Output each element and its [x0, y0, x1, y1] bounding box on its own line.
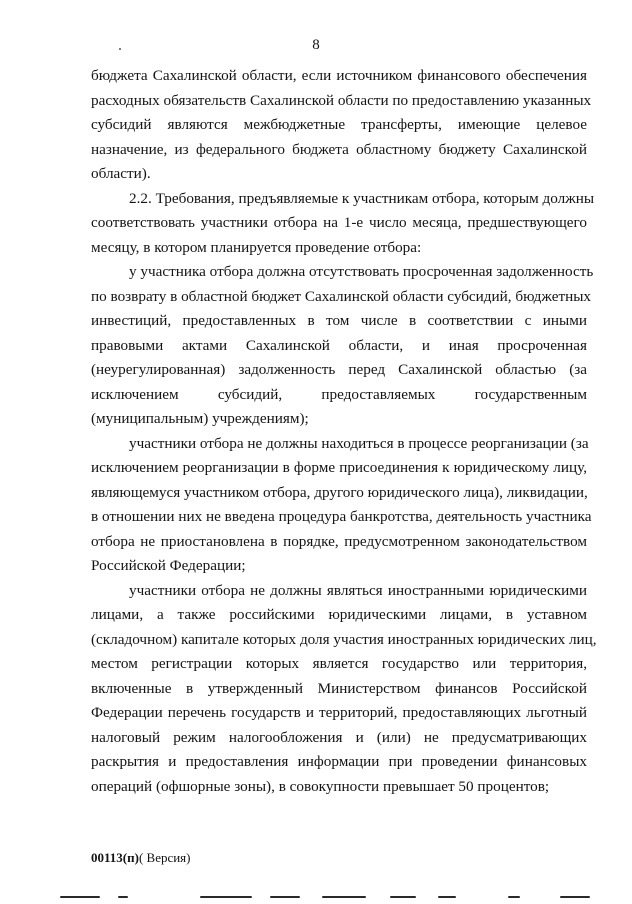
text-line: 2.2. Требования, предъявляемые к участникам отбора, которым должны: [129, 189, 595, 207]
text-line: отбора не приостановлена в порядке, предусмотренном законодательством: [91, 532, 587, 550]
text-line: месяцу, в котором планируется проведение отбора:: [91, 238, 422, 256]
text-line: исключением субсидий, предоставляемых государственным: [91, 385, 587, 403]
text-line: лицами, а также российскими юридическими лицами, в уставном: [91, 606, 587, 623]
text-line: Федерации перечень государств и территорий, предоставляющих льготный: [91, 704, 587, 721]
text-line: налоговый режим налогообложения и (или) не предусматривающих: [91, 728, 587, 746]
text-line: (муниципальным) учреждениям);: [91, 410, 309, 427]
document-footer: [91, 850, 191, 866]
text-line: (неурегулированная) задолженность перед Сахалинской областью (за: [91, 361, 587, 378]
text-line: (складочном) капитале которых доля участия иностранных юридических лиц,: [91, 630, 597, 648]
text-line: раскрытия и предоставления информации при проведении финансовых: [91, 753, 587, 770]
paragraph-reorganization: [91, 432, 592, 579]
page-number: 8: [312, 37, 320, 53]
text-line: исключением реорганизации в форме присоединения к юридическому лицу,: [91, 459, 587, 476]
text-line: являющемуся участником отбора, другого юридического лица), ликвидации,: [91, 483, 588, 501]
paragraph-continuation: [91, 64, 592, 187]
text-line: назначение, из федерального бюджета областному бюджету Сахалинской: [91, 140, 587, 158]
text-line: области).: [91, 165, 151, 182]
paragraph-overdue-debt: [91, 260, 594, 432]
text-line: бюджета Сахалинской области, если источником финансового обеспечения: [91, 67, 587, 84]
text-line: местом регистрации которых является государство или территория,: [91, 655, 587, 672]
text-line: у участника отбора должна отсутствовать просроченная задолженность: [129, 263, 594, 280]
text-line: в отношении них не введена процедура банкротства, деятельность участника: [91, 508, 592, 525]
text-line: операций (офшорные зоны), в совокупности превышает 50 процентов;: [91, 777, 550, 795]
text-line: субсидий являются межбюджетные трансферты, имеющие целевое: [91, 116, 587, 133]
text-line: соответствовать участники отбора на 1-е число месяца, предшествующего: [91, 214, 587, 231]
document-code: 00113(п): [91, 850, 139, 865]
text-line: инвестиций, предоставленных в том числе в соответствии с иными: [91, 312, 587, 329]
text-line: правовыми актами Сахалинской области, и иная просроченная: [91, 336, 587, 354]
paragraph-requirements: [91, 187, 595, 261]
text-line: участники отбора не должны находиться в процессе реорганизации (за: [129, 434, 589, 452]
text-line: включенные в утвержденный Министерством финансов Российской: [91, 679, 587, 697]
document-version: ( Версия): [138, 850, 191, 865]
text-line: расходных обязательств Сахалинской области по предоставлению указанных: [91, 91, 592, 109]
text-line: участники отбора не должны являться иностранными юридическими: [129, 581, 587, 599]
text-line: Российской Федерации;: [91, 557, 246, 574]
scan-artifact-line: [60, 896, 620, 902]
paragraph-foreign-entities: [91, 579, 597, 800]
document-body: [91, 64, 597, 799]
text-line: по возврату в областной бюджет Сахалинской области субсидий, бюджетных: [91, 287, 592, 305]
